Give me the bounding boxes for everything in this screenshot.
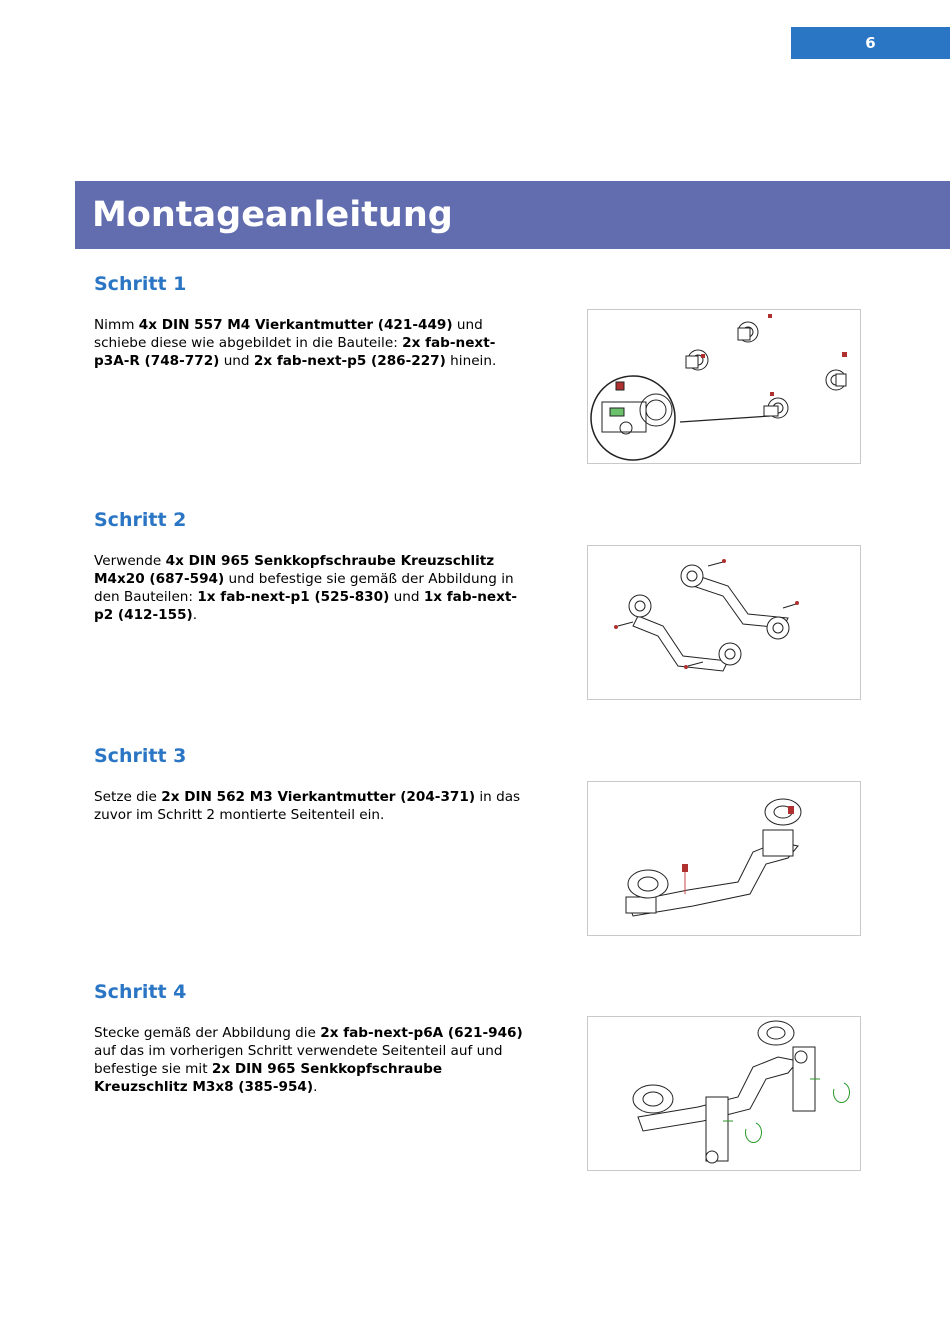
- text-segment: Nimm: [94, 317, 139, 333]
- part-reference: 2x fab-next-p6A (621-946): [320, 1025, 523, 1041]
- text-segment: Setze die: [94, 789, 162, 805]
- page-number: 6: [791, 27, 950, 59]
- text-segment: und schiebe diese wie abgebildet in die Bauteile:: [94, 317, 483, 351]
- step-text: [94, 316, 524, 370]
- text-segment: Stecke gemäß der Abbildung die: [94, 1025, 321, 1041]
- assembly-illustration-step-1: [588, 310, 860, 463]
- part-reference: 4x DIN 965 Senkkopfschraube Kreuzschlitz M4x20 (687-594): [94, 553, 495, 587]
- part-reference: 2x fab-next-p5 (286-227): [253, 353, 446, 369]
- page-title: Montageanleitung: [92, 195, 453, 235]
- part-reference: 1x fab-next-p1 (525-830): [197, 589, 390, 605]
- step-3-figure: [587, 781, 861, 936]
- step-text: [94, 788, 524, 824]
- step-text: [94, 1024, 524, 1096]
- part-reference: 2x DIN 965 Senkkopfschraube Kreuzschlitz M3x8 (385-954): [94, 1061, 443, 1095]
- text-segment: in das zuvor im Schritt 2 montierte Seitenteil ein.: [94, 789, 521, 823]
- step-text: [94, 552, 524, 624]
- text-segment: .: [313, 1079, 318, 1095]
- assembly-illustration-step-2: [588, 546, 860, 699]
- text-segment: .: [192, 607, 198, 623]
- part-reference: 2x DIN 562 M3 Vierkantmutter (204-371): [161, 789, 476, 805]
- step-1-figure: [587, 309, 861, 464]
- step-heading: Schritt 2: [94, 509, 187, 531]
- assembly-illustration-step-3: [588, 782, 860, 935]
- text-segment: auf das im vorherigen Schritt verwendete Seitenteil auf und befestige sie mit: [94, 1043, 503, 1077]
- title-banner: [75, 181, 950, 249]
- part-reference: 4x DIN 557 M4 Vierkantmutter (421-449): [138, 317, 453, 333]
- text-segment: und befestige sie gemäß der Abbildung in den Bauteilen:: [94, 571, 514, 605]
- part-reference: 1x fab-next-p2 (412-155): [94, 589, 518, 623]
- step-2-figure: [587, 545, 861, 700]
- text-segment: Verwende: [94, 553, 166, 569]
- step-4-figure: [587, 1016, 861, 1171]
- step-heading: Schritt 1: [94, 273, 187, 295]
- step-heading: Schritt 4: [94, 981, 187, 1003]
- part-reference: 2x fab-next-p3A-R (748-772): [94, 335, 496, 369]
- text-segment: hinein.: [445, 353, 497, 369]
- assembly-illustration-step-4: [588, 1017, 860, 1170]
- text-segment: und: [219, 353, 254, 369]
- text-segment: und: [389, 589, 424, 605]
- step-heading: Schritt 3: [94, 745, 187, 767]
